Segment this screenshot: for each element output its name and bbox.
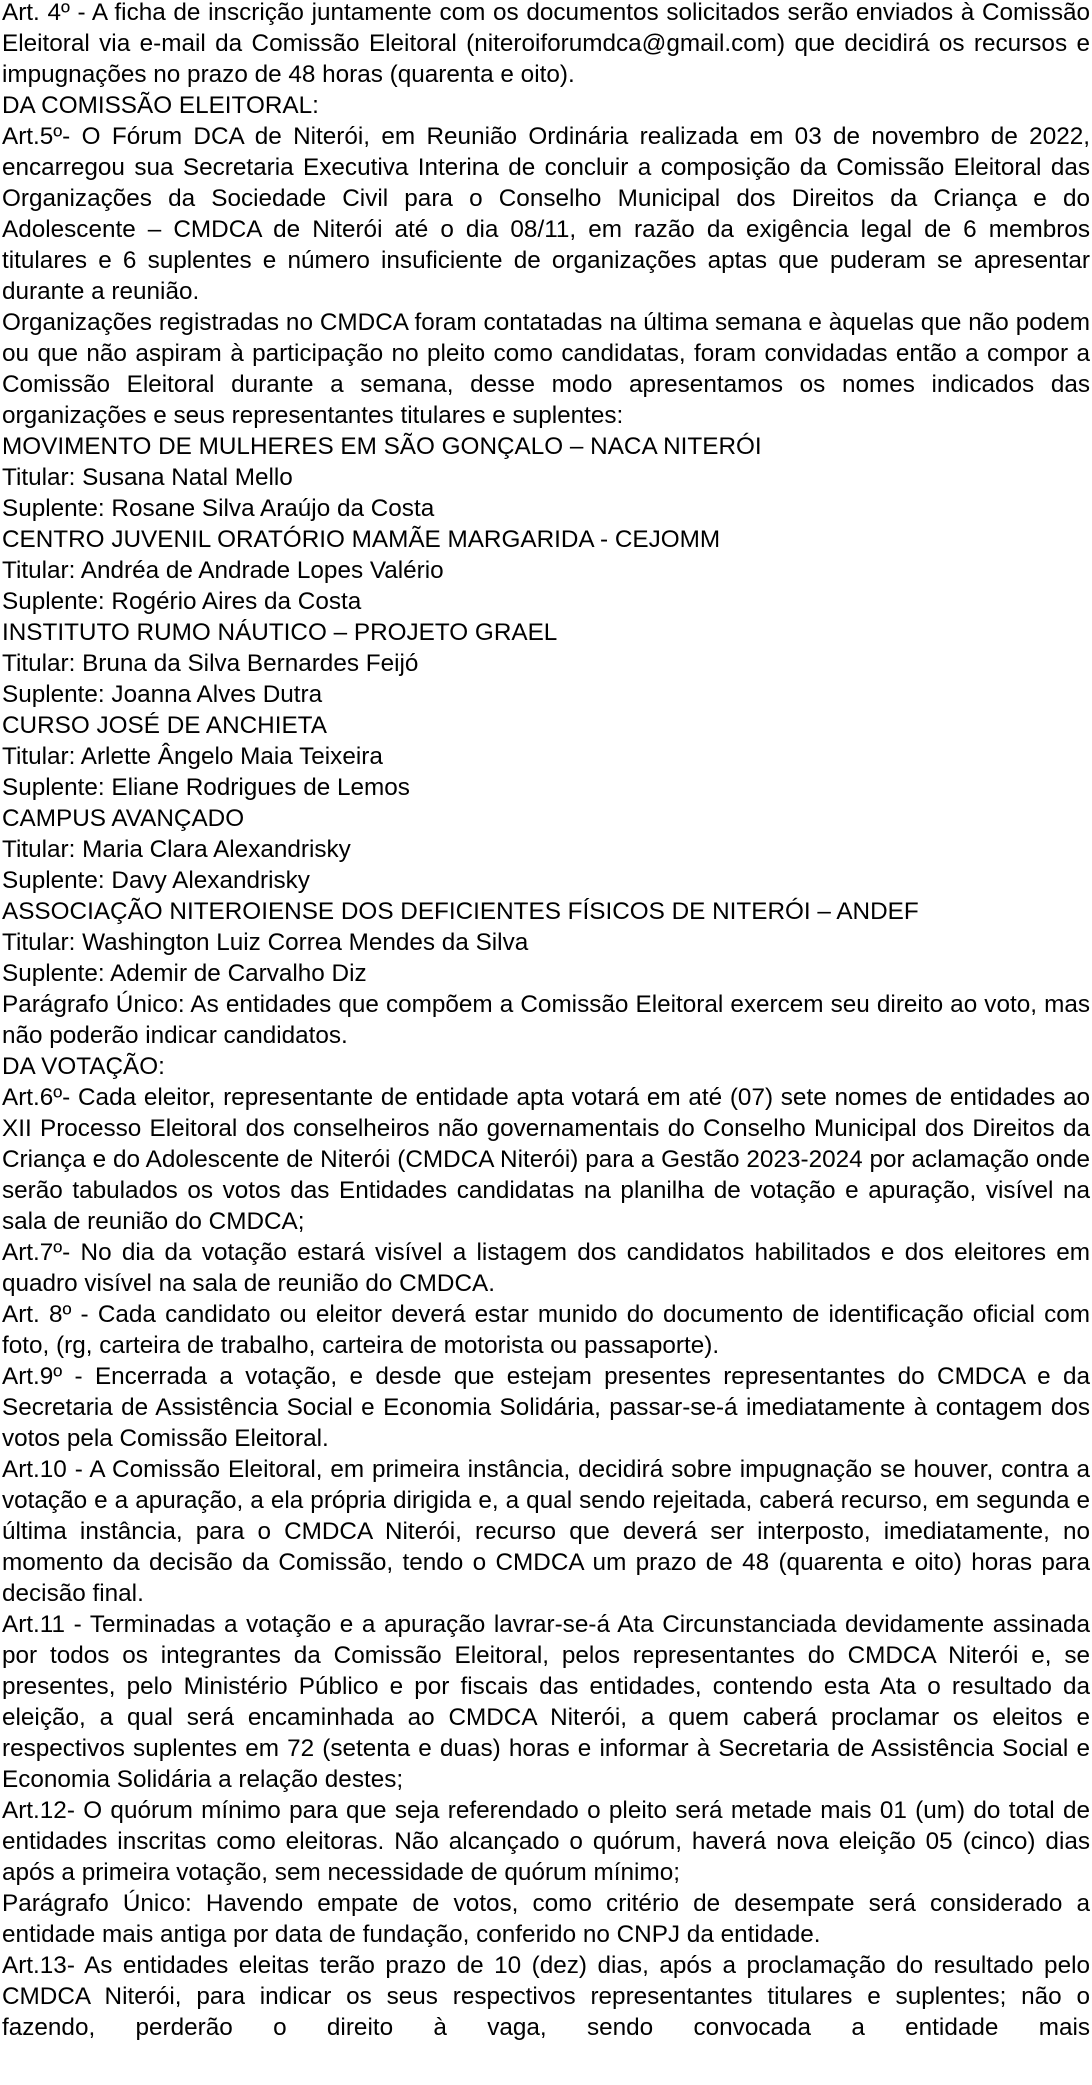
article-10: Art.10 - A Comissão Eleitoral, em primeira instância, decidirá sobre impugnação se houver, contra a votação e a apuração, a ela própria dirigida e, a qual sendo rejeitada, caberá recurso, em segunda e última instância, para o CMDCA Niterói, recurso que deverá ser interposto, imediatamente, no momento da decisão da Comissão, tendo o CMDCA um prazo de 48 (quarenta e oito) horas para decisão final. xyxy=(2,1456,1090,1607)
organization-titular: Titular: Susana Natal Mello xyxy=(2,464,293,491)
article-12: Art.12- O quórum mínimo para que seja referendado o pleito será metade mais 01 (um) do total de entidades inscritas como eleitoras. Não alcançado o quórum, haverá nova eleição 05 (cinco) dias após a primeira votação, sem necessidade de quórum mínimo; xyxy=(2,1797,1090,1886)
organization-name: INSTITUTO RUMO NÁUTICO – PROJETO GRAEL xyxy=(2,619,558,646)
organization-entry xyxy=(2,896,1090,989)
organization-titular: Titular: Arlette Ângelo Maia Teixeira xyxy=(2,743,383,770)
organization-name: CAMPUS AVANÇADO xyxy=(2,805,245,832)
organizations-intro: Organizações registradas no CMDCA foram contatadas na última semana e àquelas que não podem ou que não aspiram à participação no pleito como candidatas, foram convidadas então a compor a Comissão Eleitoral durante a semana, desse modo apresentamos os nomes indicados das organizações e seus representantes titulares e suplentes: xyxy=(2,309,1090,429)
document-page xyxy=(2,0,1090,2043)
article-4: Art. 4º - A ficha de inscrição juntamente com os documentos solicitados serão enviados à Comissão Eleitoral via e-mail da Comissão Eleitoral (niteroiforumdca@gmail.com) que decidirá os recursos e impugnações no prazo de 48 horas (quarenta e oito). xyxy=(2,0,1090,88)
article-8: Art. 8º - Cada candidato ou eleitor deverá estar munido do documento de identificação oficial com foto, (rg, carteira de trabalho, carteira de motorista ou passaporte). xyxy=(2,1301,1090,1359)
organization-suplente: Suplente: Joanna Alves Dutra xyxy=(2,681,323,708)
organization-name: CENTRO JUVENIL ORATÓRIO MAMÃE MARGARIDA - CEJOMM xyxy=(2,526,721,553)
organization-entry xyxy=(2,617,1090,710)
organization-entry xyxy=(2,803,1090,896)
organization-name: CURSO JOSÉ DE ANCHIETA xyxy=(2,712,327,739)
article-13: Art.13- As entidades eleitas terão prazo de 10 (dez) dias, após a proclamação do resultado pelo CMDCA Niterói, para indicar os seus respectivos representantes titulares e suplentes; não o fazendo, perderão o direito à vaga, sendo convocada a entidade mais xyxy=(2,1952,1090,2041)
paragrafo-unico-empate: Parágrafo Único: Havendo empate de votos, como critério de desempate será considerado a entidade mais antiga por data de fundação, conferido no CNPJ da entidade. xyxy=(2,1890,1090,1948)
article-9: Art.9º - Encerrada a votação, e desde que estejam presentes representantes do CMDCA e da Secretaria de Assistência Social e Economia Solidária, passar-se-á imediatamente à contagem dos votos pela Comissão Eleitoral. xyxy=(2,1363,1090,1452)
organization-titular: Titular: Bruna da Silva Bernardes Feijó xyxy=(2,650,419,677)
organization-suplente: Suplente: Davy Alexandrisky xyxy=(2,867,310,894)
organization-entry xyxy=(2,524,1090,617)
organization-name: MOVIMENTO DE MULHERES EM SÃO GONÇALO – NACA NITERÓI xyxy=(2,433,762,460)
organization-entry xyxy=(2,710,1090,803)
article-7: Art.7º- No dia da votação estará visível a listagem dos candidatos habilitados e dos eleitores em quadro visível na sala de reunião do CMDCA. xyxy=(2,1239,1090,1297)
article-5: Art.5º- O Fórum DCA de Niterói, em Reunião Ordinária realizada em 03 de novembro de 2022, encarregou sua Secretaria Executiva Interina de concluir a composição da Comissão Eleitoral das Organizações da Sociedade Civil para o Conselho Municipal dos Direitos da Criança e do Adolescente – CMDCA de Niterói até o dia 08/11, em razão da exigência legal de 6 membros titulares e 6 suplentes e número insuficiente de organizações aptas que puderam se apresentar durante a reunião. xyxy=(2,123,1090,305)
organization-suplente: Suplente: Rogério Aires da Costa xyxy=(2,588,362,615)
organization-list xyxy=(2,431,1090,989)
section-heading-votacao: DA VOTAÇÃO: xyxy=(2,1053,165,1080)
article-6: Art.6º- Cada eleitor, representante de entidade apta votará em até (07) sete nomes de entidades ao XII Processo Eleitoral dos conselheiros não governamentais do Conselho Municipal dos Direitos da Criança e do Adolescente de Niterói (CMDCA Niterói) para a Gestão 2023-2024 por aclamação onde serão tabulados os votos das Entidades candidatas na planilha de votação e apuração, visível na sala de reunião do CMDCA; xyxy=(2,1084,1090,1235)
organization-name: ASSOCIAÇÃO NITEROIENSE DOS DEFICIENTES FÍSICOS DE NITERÓI – ANDEF xyxy=(2,898,919,925)
article-11: Art.11 - Terminadas a votação e a apuração lavrar-se-á Ata Circunstanciada devidamente assinada por todos os integrantes da Comissão Eleitoral, pelos representantes do CMDCA Niterói e, se presentes, pelo Ministério Público e por fiscais das entidades, contendo esta Ata o resultado da eleição, a qual será encaminhada ao CMDCA Niterói, a quem caberá proclamar os eleitos e respectivos suplentes em 72 (setenta e duas) horas e informar à Secretaria de Assistência Social e Economia Solidária a relação destes; xyxy=(2,1611,1090,1793)
organization-suplente: Suplente: Ademir de Carvalho Diz xyxy=(2,960,367,987)
paragrafo-unico-comissao: Parágrafo Único: As entidades que compõem a Comissão Eleitoral exercem seu direito ao voto, mas não poderão indicar candidatos. xyxy=(2,991,1090,1049)
organization-suplente: Suplente: Rosane Silva Araújo da Costa xyxy=(2,495,435,522)
organization-titular: Titular: Andréa de Andrade Lopes Valério xyxy=(2,557,444,584)
section-heading-comissao: DA COMISSÃO ELEITORAL: xyxy=(2,92,319,119)
organization-titular: Titular: Washington Luiz Correa Mendes da Silva xyxy=(2,929,529,956)
organization-titular: Titular: Maria Clara Alexandrisky xyxy=(2,836,351,863)
organization-entry xyxy=(2,431,1090,524)
organization-suplente: Suplente: Eliane Rodrigues de Lemos xyxy=(2,774,410,801)
